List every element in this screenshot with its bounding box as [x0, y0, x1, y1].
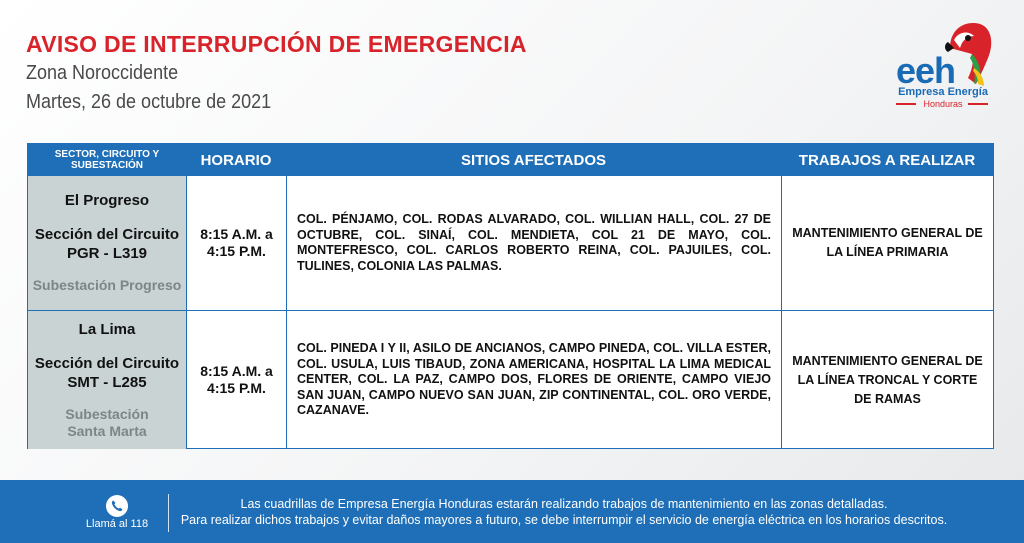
substation-name: Subestación Santa Marta [65, 405, 149, 439]
works-cell [781, 176, 993, 310]
works-text: MANTENIMIENTO GENERAL DE LA LÍNEA PRIMARIA [792, 226, 983, 259]
footer-banner [0, 480, 1024, 543]
schedule-cell [186, 176, 286, 310]
footer-divider [168, 494, 169, 532]
sites-text: COL. PÉNJAMO, COL. RODAS ALVARADO, COL. WILLIAN HALL, COL. 27 DE OCTUBRE, COL. SINAÍ, COL. MENDIETA, COL 21 DE MAYO, COL. MONTEFRESCO, COL. CARLOS ROBERTO REINA, COL. PAJUILES, COL. TULINES, COLONIA LAS PALMAS. [297, 212, 771, 273]
page-title: AVISO DE INTERRUPCIÓN DE EMERGENCIA [26, 31, 527, 57]
sector-cell [28, 176, 186, 310]
table-row [28, 176, 993, 310]
schedule-text: 8:15 A.M. a 4:15 P.M. [200, 226, 273, 259]
logo-country: Honduras [923, 99, 963, 109]
works-cell [781, 311, 993, 449]
footer-line-1: Las cuadrillas de Empresa Energía Honduras estarán realizando trabajos de mantenimiento en las zonas detalladas. [240, 497, 888, 511]
table-header [28, 144, 993, 176]
header-horario: HORARIO [200, 151, 272, 169]
header-sector: SECTOR, CIRCUITO Y SUBESTACIÓN [54, 149, 160, 171]
circuit-name: Sección del Circuito PGR - L319 [34, 226, 180, 262]
outage-table [27, 143, 994, 449]
footer-line-2: Para realizar dichos trabajos y evitar daños mayores a futuro, se debe interrumpir el servicio de energía eléctrica en los horarios descritos. [180, 513, 948, 527]
header-sitios: SITIOS AFECTADOS [460, 151, 606, 169]
date-label: Martes, 26 de octubre de 2021 [26, 91, 272, 113]
logo-acronym: eeh [896, 50, 956, 91]
sector-name: La Lima [78, 320, 136, 338]
phone-icon [106, 495, 128, 517]
table-row [28, 310, 993, 449]
call-label: Llamá al 118 [85, 518, 149, 530]
works-text: MANTENIMIENTO GENERAL DE LA LÍNEA TRONCAL Y CORTE DE RAMAS [792, 353, 983, 406]
schedule-cell [186, 311, 286, 449]
substation-name: Subestación Progreso [32, 277, 182, 293]
schedule-text: 8:15 A.M. a 4:15 P.M. [200, 363, 273, 396]
circuit-name: Sección del Circuito SMT - L285 [34, 354, 180, 391]
footer-message [176, 496, 952, 528]
sector-name: El Progreso [64, 192, 150, 209]
sites-cell [286, 311, 781, 449]
sites-cell [286, 176, 781, 310]
zone-label: Zona Noroccidente [26, 62, 179, 84]
logo-company-name: Empresa Energía [898, 86, 988, 98]
sector-cell [28, 311, 186, 449]
header-trabajos: TRABAJOS A REALIZAR [798, 151, 976, 169]
sites-text: COL. PINEDA I Y II, ASILO DE ANCIANOS, CAMPO PINEDA, COL. VILLA ESTER, COL. USULA, LUIS TIBAUD, ZONA AMERICANA, HOSPITAL LA LIMA MEDICAL CENTER, COL. LA PAZ, CAMPO DOS, FLORES DE ORIENTE, CAMPO VIEJO SAN JUAN, CAMPO NUEVO SAN JUAN, ZIP CONTINENTAL, COL. ORO VERDE, CAZANAVE. [297, 341, 771, 418]
